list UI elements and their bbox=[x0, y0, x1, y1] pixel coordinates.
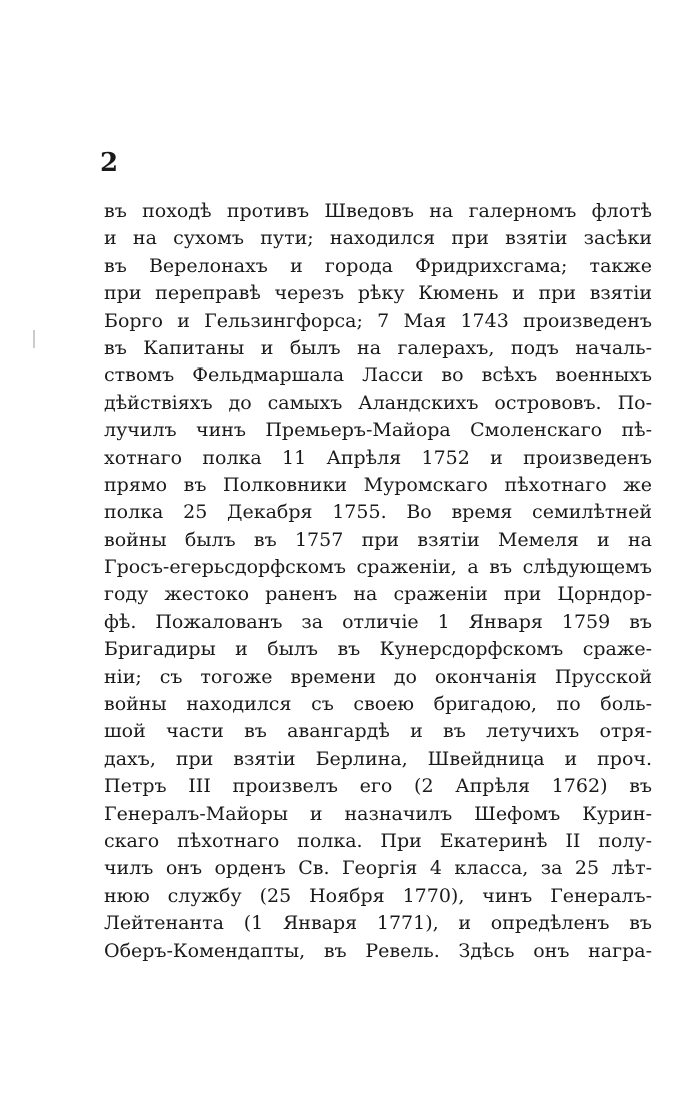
paper-speck bbox=[33, 330, 35, 348]
text-line: при переправѣ черезъ рѣку Кюмень и при взятіи bbox=[104, 282, 652, 305]
text-line: ствомъ Фельдмаршала Ласси во всѣхъ военныхъ bbox=[104, 364, 652, 387]
text-line: чилъ онъ орденъ Св. Георгія 4 класса, за 25 лѣт- bbox=[104, 857, 652, 880]
text-line: ніи; съ тогоже времени до окончанія Прусской bbox=[104, 665, 652, 688]
text-line: Петръ III произвелъ его (2 Апрѣля 1762) въ bbox=[104, 775, 652, 798]
text-line: году жестоко раненъ на сраженіи при Цорндор- bbox=[104, 583, 652, 606]
text-line: дахъ, при взятіи Берлина, Швейдница и проч. bbox=[104, 747, 652, 770]
text-line: войны былъ въ 1757 при взятіи Мемеля и на bbox=[104, 528, 652, 551]
text-line: Оберъ-Комендапты, въ Ревель. Здѣсь онъ награ- bbox=[104, 939, 652, 962]
text-line: въ Верелонахъ и города Фридрихсгама; также bbox=[104, 254, 652, 277]
text-line: и на сухомъ пути; находился при взятіи засѣки bbox=[104, 227, 652, 250]
text-line: прямо въ Полковники Муромскаго пѣхотнаго же bbox=[104, 473, 652, 496]
text-line: хотнаго полка 11 Апрѣля 1752 и произведенъ bbox=[104, 446, 652, 469]
text-line: въ походѣ противъ Шведовъ на галерномъ флотѣ bbox=[104, 200, 652, 222]
text-line: полка 25 Декабря 1755. Во время семилѣтней bbox=[104, 501, 652, 524]
text-line: войны находился съ своею бригадою, по боль- bbox=[104, 693, 652, 716]
text-line: въ Капитаны и былъ на галерахъ, подъ началь- bbox=[104, 336, 652, 359]
text-line: Бригадиры и былъ въ Кунерсдорфскомъ сраже- bbox=[104, 638, 652, 661]
text-line: фѣ. Пожалованъ за отличіе 1 Января 1759 въ bbox=[104, 610, 652, 633]
page-number: 2 bbox=[100, 148, 119, 178]
text-line: Лейтенанта (1 Января 1771), и опредѣленъ въ bbox=[104, 912, 652, 935]
text-line: Гросъ-егерьсдорфскомъ сраженіи, а въ слѣдующемъ bbox=[104, 556, 652, 579]
body-text bbox=[104, 198, 652, 965]
text-line: нюю службу (25 Ноября 1770), чинъ Генералъ- bbox=[104, 884, 652, 907]
text-line: шой части въ авангардѣ и въ летучихъ отря- bbox=[104, 720, 652, 743]
text-line: Борго и Гельзингфорса; 7 Мая 1743 произведенъ bbox=[104, 309, 652, 332]
text-line: Генералъ-Майоры и назначилъ Шефомъ Курин- bbox=[104, 802, 652, 825]
text-line: дѣйствіяхъ до самыхъ Аландскихъ острововъ. По- bbox=[104, 391, 652, 414]
text-line: скаго пѣхотнаго полка. При Екатеринѣ II полу- bbox=[104, 829, 652, 852]
text-line: лучилъ чинъ Премьеръ-Майора Смоленскаго пѣ- bbox=[104, 419, 652, 442]
